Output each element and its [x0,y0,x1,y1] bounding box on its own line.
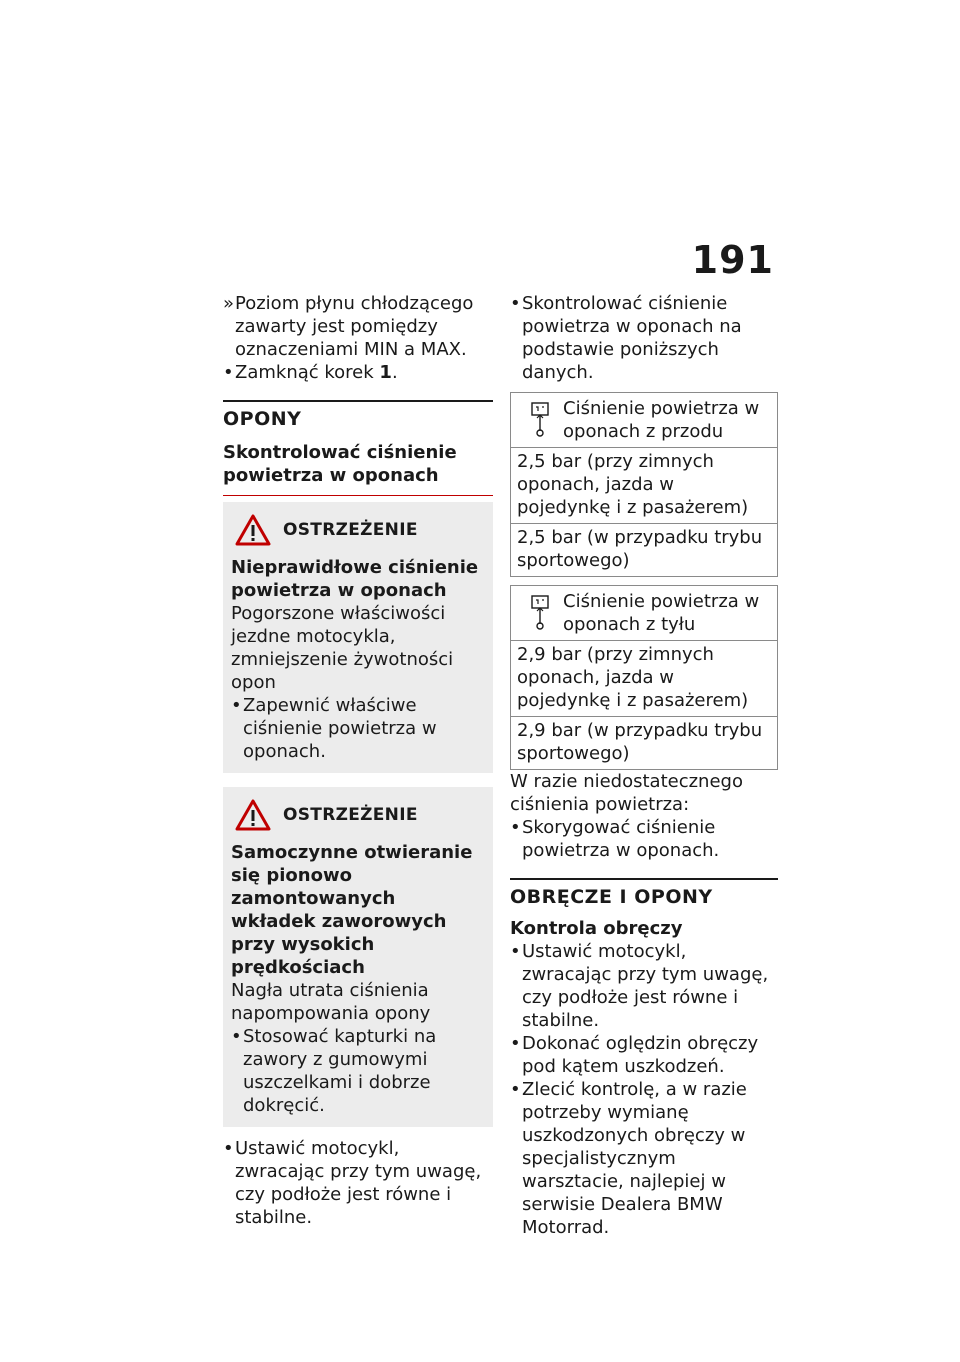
step-text: Skontrolować ciśnienie powietrza w oponach na podstawie poniższych danych. [522,293,742,383]
step-end: . [391,362,398,383]
step-text: Ustawić motocykl, zwracając przy tym uwagę, czy podłoże jest równe i stabilne. [522,941,769,1031]
front-pressure-table [510,392,778,577]
page-number: 191 [691,238,774,282]
table-row [511,641,778,717]
table-header: Ciśnienie powietrza w oponach z przodu [563,398,760,442]
warning-bullet-text: Zapewnić właściwe ciśnienie powietrza w oponach. [243,695,437,762]
step-item [223,292,493,361]
warning-bullet-text: Stosować kapturki na zawory z gumowymi uszczelkami i dobrze dokręcić. [243,1026,437,1116]
warning-box [223,502,493,773]
warning-icon [235,514,271,546]
step-text: Zlecić kontrolę, a w razie potrzeby wymianę uszkodzonych obręczy w specjalistycznym warsztacie, najlepiej w serwisie Dealera BMW Motorrad. [522,1079,747,1238]
step-text: Ustawić motocykl, zwracając przy tym uwagę, czy podłoże jest równe i stabilne. [235,1138,482,1228]
bullet-marker: • [223,362,234,383]
table-header: Ciśnienie powietrza w oponach z tyłu [563,591,760,635]
subsection-rule [223,495,493,496]
warning-body: Nagła utrata ciśnienia napompowania opony [231,980,431,1024]
table-cell: 2,5 bar (w przypadku trybu sportowego) [511,524,778,577]
step-item [510,292,778,384]
warning-box [223,787,493,1127]
figure-reference: 1 [379,362,392,383]
low-pressure-text: W razie niedostatecznego ciśnienia powietrza: [510,771,743,815]
step-item [510,940,778,1032]
tire-pressure-icon [529,594,551,630]
warning-bullet [231,1025,485,1117]
left-column [223,292,493,1229]
warning-icon [235,799,271,831]
warning-bullet [231,694,485,763]
warning-body: Pogorszone właściwości jezdne motocykla, zmniejszenie żywotności opon [231,603,454,693]
step-text: Zamknąć korek [235,362,374,383]
step-text: Poziom płynu chłodzącego zawarty jest pomiędzy oznaczeniami MIN a MAX. [235,293,474,360]
table-row [511,717,778,770]
bullet-marker: • [510,1033,521,1054]
step-item [223,1137,493,1229]
rear-pressure-table [510,585,778,770]
section-rule [510,878,778,880]
warning-title: Nieprawidłowe ciśnienie powietrza w oponach [231,557,479,601]
tire-pressure-icon [529,401,551,437]
section-title-rims-tyres: OBRĘCZE I OPONY [510,886,713,908]
rim-steps [510,940,778,1239]
warning-label: OSTRZEŻENIE [283,519,418,540]
step-text: Dokonać oględzin obręczy pod kątem uszkodzeń. [522,1033,759,1077]
step-text: Skorygować ciśnienie powietrza w oponach. [522,817,720,861]
step-item [510,1032,778,1078]
step-item [510,1078,778,1239]
subsection-title-check-pressure: Skontrolować ciśnienie powietrza w oponach [223,442,457,486]
table-cell: 2,9 bar (przy zimnych oponach, jazda w pojedynkę i z pasażerem) [511,641,778,717]
step-item [223,361,493,384]
bullet-marker: • [510,1079,521,1100]
table-cell: 2,5 bar (przy zimnych oponach, jazda w pojedynkę i z pasażerem) [511,448,778,524]
bullet-marker: • [510,293,521,314]
step-item [510,816,778,862]
result-marker: » [223,293,235,314]
bullet-marker: • [231,695,242,716]
bullet-marker: • [231,1026,242,1047]
section-rule [223,400,493,402]
warning-label: OSTRZEŻENIE [283,804,418,825]
bullet-marker: • [510,817,521,838]
warning-title: Samoczynne otwieranie się pionowo zamontowanych wkładek zaworowych przy wysokich prędkościach [231,842,473,978]
table-cell: 2,9 bar (w przypadku trybu sportowego) [511,717,778,770]
right-column [510,292,778,1239]
section-title-tyres: OPONY [223,408,302,430]
table-row [511,524,778,577]
subsection-title-rim-check: Kontrola obręczy [510,918,683,939]
table-row [511,448,778,524]
bullet-marker: • [510,941,521,962]
coolant-steps [223,292,493,384]
bullet-marker: • [223,1138,234,1159]
